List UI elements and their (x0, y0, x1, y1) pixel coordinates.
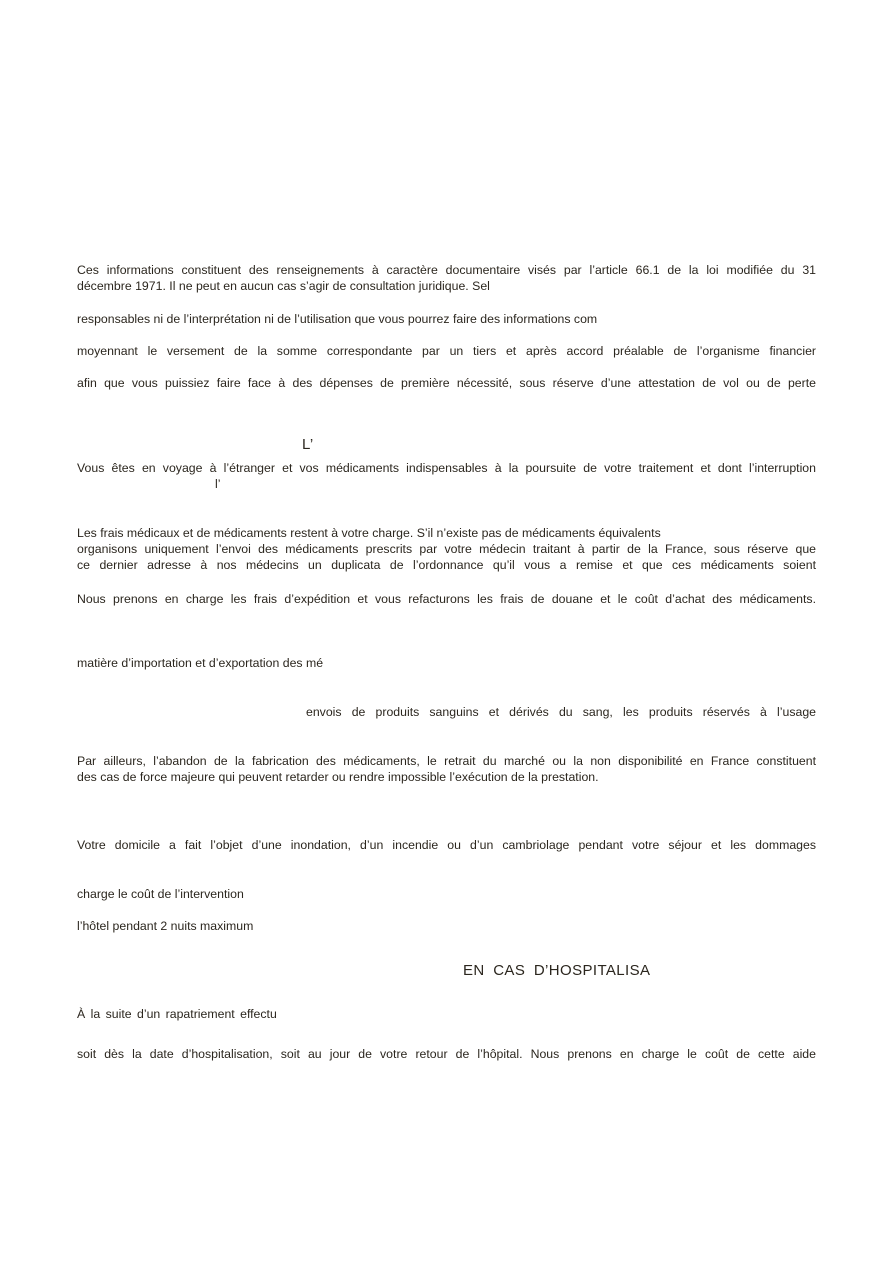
paragraph-11-line-1: Votre domicile a fait l’objet d’une inondation, d’un incendie ou d’un cambriolage pendant votre séjour et les dommages (77, 838, 816, 852)
paragraph-1-line-2: décembre 1971. Il ne peut en aucun cas s’agir de consultation juridique. Sel (77, 279, 490, 293)
paragraph-14-line-1: À la suite d’un rapatriement effectu (77, 1007, 277, 1021)
paragraph-5-line-1: Vous êtes en voyage à l’étranger et vos médicaments indispensables à la poursuite de votre traitement et dont l’interruption (77, 461, 816, 475)
paragraph-10-line-2: des cas de force majeure qui peuvent retarder ou rendre impossible l’exécution de la prestation. (77, 770, 599, 784)
paragraph-13-line-1: l’hôtel pendant 2 nuits maximum (77, 919, 254, 933)
paragraph-2-line-1: responsables ni de l’interprétation ni de l’utilisation que vous pourrez faire des informations com (77, 312, 598, 326)
paragraph-7-line-1: Nous prenons en charge les frais d’expédition et vous refacturons les frais de douane et le coût d’achat des médicaments. (77, 592, 816, 606)
section-heading-l: L’ (302, 436, 314, 453)
paragraph-4-line-1: afin que vous puissiez faire face à des dépenses de première nécessité, sous réserve d’une attestation de vol ou de perte (77, 376, 816, 390)
paragraph-1-line-1: Ces informations constituent des renseignements à caractère documentaire visés par l’article 66.1 de la loi modifiée du 31 (77, 263, 816, 277)
paragraph-15-line-1: soit dès la date d’hospitalisation, soit au jour de votre retour de l’hôpital. Nous prenons en charge le coût de cette aide (77, 1047, 816, 1061)
paragraph-10-line-1: Par ailleurs, l’abandon de la fabrication des médicaments, le retrait du marché ou la non disponibilité en France constituent (77, 754, 816, 768)
paragraph-9-line-1: envois de produits sanguins et dérivés du sang, les produits réservés à l’usage (306, 705, 816, 719)
paragraph-6-line-2: organisons uniquement l’envoi des médicaments prescrits par votre médecin traitant à partir de la France, sous réserve que (77, 542, 816, 556)
paragraph-3-line-1: moyennant le versement de la somme correspondante par un tiers et après accord préalable de l’organisme financier (77, 344, 816, 358)
paragraph-5-line-2: l’ (215, 477, 221, 491)
paragraph-6-line-3: ce dernier adresse à nos médecins un duplicata de l’ordonnance qu’il vous a remise et que ces médicaments soient (77, 558, 816, 572)
paragraph-6-line-1: Les frais médicaux et de médicaments restent à votre charge. S’il n’existe pas de médicaments équivalents (77, 526, 661, 540)
section-heading-hospitalisation: EN CAS D’HOSPITALISA (463, 962, 651, 979)
paragraph-12-line-1: charge le coût de l’intervention (77, 887, 244, 901)
paragraph-8-line-1: matière d’importation et d’exportation des mé (77, 656, 324, 670)
